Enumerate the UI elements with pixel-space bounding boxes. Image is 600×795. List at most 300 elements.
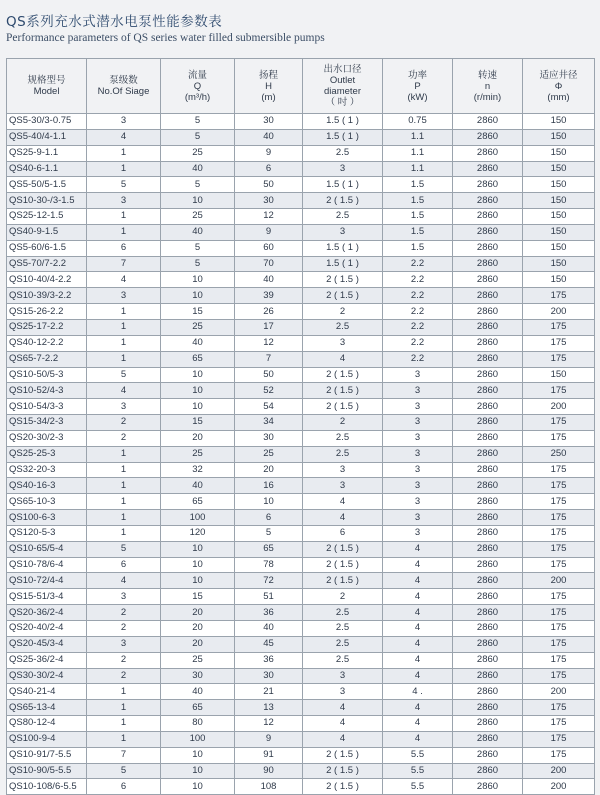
cell-well-diameter: 175 xyxy=(523,716,595,732)
cell-well-diameter: 150 xyxy=(523,177,595,193)
cell-power: 5.5 xyxy=(383,763,453,779)
cell-outlet-diameter: 3 xyxy=(303,161,383,177)
column-header-line: 泵级数 xyxy=(109,75,138,86)
cell-speed: 2860 xyxy=(453,177,523,193)
cell-well-diameter: 150 xyxy=(523,161,595,177)
cell-well-diameter: 175 xyxy=(523,430,595,446)
cell-stages: 4 xyxy=(87,383,161,399)
cell-stages: 1 xyxy=(87,510,161,526)
cell-outlet-diameter: 1.5 ( 1 ) xyxy=(303,114,383,130)
cell-well-diameter: 175 xyxy=(523,557,595,573)
cell-stages: 3 xyxy=(87,288,161,304)
cell-well-diameter: 175 xyxy=(523,541,595,557)
cell-stages: 6 xyxy=(87,557,161,573)
column-header-line: 扬程 xyxy=(258,69,278,81)
cell-power: 3 xyxy=(383,478,453,494)
cell-stages: 2 xyxy=(87,430,161,446)
cell-head: 20 xyxy=(235,462,303,478)
column-header-line: (m³/h) xyxy=(184,91,211,103)
cell-model: QS25-12-1.5 xyxy=(7,209,87,225)
cell-stages: 3 xyxy=(87,114,161,130)
cell-speed: 2860 xyxy=(453,430,523,446)
cell-model: QS20-36/2-4 xyxy=(7,605,87,621)
cell-well-diameter: 200 xyxy=(523,763,595,779)
column-header-model xyxy=(7,59,87,114)
table-row xyxy=(7,589,595,605)
cell-model: QS100-6-3 xyxy=(7,510,87,526)
cell-model: QS10-108/6-5.5 xyxy=(7,779,87,795)
cell-speed: 2860 xyxy=(453,161,523,177)
cell-speed: 2860 xyxy=(453,605,523,621)
cell-model: QS15-34/2-3 xyxy=(7,415,87,431)
cell-well-diameter: 250 xyxy=(523,446,595,462)
cell-stages: 6 xyxy=(87,779,161,795)
cell-stages: 5 xyxy=(87,541,161,557)
cell-well-diameter: 175 xyxy=(523,494,595,510)
cell-power: 4 xyxy=(383,605,453,621)
cell-power: 4 xyxy=(383,700,453,716)
cell-speed: 2860 xyxy=(453,747,523,763)
column-header-head xyxy=(235,59,303,114)
cell-outlet-diameter: 2 ( 1.5 ) xyxy=(303,367,383,383)
cell-model: QS10-40/4-2.2 xyxy=(7,272,87,288)
cell-head: 36 xyxy=(235,652,303,668)
table-row xyxy=(7,145,595,161)
cell-outlet-diameter: 4 xyxy=(303,731,383,747)
cell-head: 45 xyxy=(235,636,303,652)
cell-power: 4 xyxy=(383,621,453,637)
cell-outlet-diameter: 4 xyxy=(303,700,383,716)
cell-speed: 2860 xyxy=(453,716,523,732)
cell-speed: 2860 xyxy=(453,383,523,399)
cell-flow: 10 xyxy=(161,367,235,383)
column-header-line: Outlet xyxy=(329,75,356,86)
table-row xyxy=(7,193,595,209)
table-row xyxy=(7,700,595,716)
cell-flow: 5 xyxy=(161,129,235,145)
cell-power: 2.2 xyxy=(383,272,453,288)
cell-well-diameter: 150 xyxy=(523,240,595,256)
cell-well-diameter: 175 xyxy=(523,605,595,621)
cell-flow: 5 xyxy=(161,256,235,272)
cell-stages: 3 xyxy=(87,193,161,209)
cell-flow: 10 xyxy=(161,763,235,779)
cell-model: QS40-16-3 xyxy=(7,478,87,494)
cell-power: 1.5 xyxy=(383,209,453,225)
cell-flow: 32 xyxy=(161,462,235,478)
cell-flow: 40 xyxy=(161,478,235,494)
cell-speed: 2860 xyxy=(453,589,523,605)
table-row xyxy=(7,399,595,415)
cell-well-diameter: 150 xyxy=(523,145,595,161)
cell-outlet-diameter: 2 ( 1.5 ) xyxy=(303,573,383,589)
table-row xyxy=(7,478,595,494)
cell-power: 3 xyxy=(383,399,453,415)
cell-outlet-diameter: 2 ( 1.5 ) xyxy=(303,383,383,399)
cell-speed: 2860 xyxy=(453,351,523,367)
cell-speed: 2860 xyxy=(453,193,523,209)
cell-power: 2.2 xyxy=(383,256,453,272)
cell-model: QS120-5-3 xyxy=(7,525,87,541)
cell-head: 78 xyxy=(235,557,303,573)
cell-model: QS5-70/7-2.2 xyxy=(7,256,87,272)
cell-power: 1.1 xyxy=(383,145,453,161)
cell-stages: 1 xyxy=(87,731,161,747)
cell-well-diameter: 150 xyxy=(523,272,595,288)
cell-stages: 2 xyxy=(87,621,161,637)
cell-well-diameter: 150 xyxy=(523,367,595,383)
cell-outlet-diameter: 2 xyxy=(303,415,383,431)
column-header-line: (m) xyxy=(261,91,276,103)
cell-well-diameter: 175 xyxy=(523,288,595,304)
cell-outlet-diameter: 2 ( 1.5 ) xyxy=(303,747,383,763)
cell-speed: 2860 xyxy=(453,636,523,652)
cell-flow: 10 xyxy=(161,747,235,763)
table-row xyxy=(7,335,595,351)
column-header-speed xyxy=(453,59,523,114)
cell-flow: 5 xyxy=(161,177,235,193)
cell-stages: 2 xyxy=(87,668,161,684)
column-header-stages xyxy=(87,59,161,114)
column-header-line: 规格型号 xyxy=(27,75,66,86)
table-body xyxy=(7,114,595,795)
cell-stages: 5 xyxy=(87,367,161,383)
cell-model: QS25-25-3 xyxy=(7,446,87,462)
cell-flow: 120 xyxy=(161,525,235,541)
cell-well-diameter: 175 xyxy=(523,700,595,716)
cell-model: QS10-78/6-4 xyxy=(7,557,87,573)
cell-stages: 1 xyxy=(87,446,161,462)
cell-outlet-diameter: 3 xyxy=(303,684,383,700)
cell-speed: 2860 xyxy=(453,446,523,462)
cell-model: QS40-21-4 xyxy=(7,684,87,700)
column-header-line: 转速 xyxy=(477,69,497,81)
cell-head: 5 xyxy=(235,525,303,541)
cell-speed: 2860 xyxy=(453,763,523,779)
cell-power: 3 xyxy=(383,494,453,510)
column-header-line: (kW) xyxy=(407,91,428,103)
cell-stages: 2 xyxy=(87,652,161,668)
cell-outlet-diameter: 6 xyxy=(303,525,383,541)
cell-head: 30 xyxy=(235,430,303,446)
cell-well-diameter: 175 xyxy=(523,415,595,431)
cell-speed: 2860 xyxy=(453,415,523,431)
table-row xyxy=(7,114,595,130)
cell-head: 12 xyxy=(235,716,303,732)
cell-power: 2.2 xyxy=(383,335,453,351)
cell-well-diameter: 175 xyxy=(523,319,595,335)
cell-flow: 10 xyxy=(161,272,235,288)
cell-model: QS65-7-2.2 xyxy=(7,351,87,367)
table-row xyxy=(7,636,595,652)
table-row xyxy=(7,621,595,637)
cell-stages: 1 xyxy=(87,462,161,478)
cell-head: 17 xyxy=(235,319,303,335)
cell-speed: 2860 xyxy=(453,209,523,225)
cell-head: 50 xyxy=(235,367,303,383)
cell-head: 9 xyxy=(235,224,303,240)
table-row xyxy=(7,652,595,668)
cell-model: QS25-9-1.1 xyxy=(7,145,87,161)
cell-head: 7 xyxy=(235,351,303,367)
cell-outlet-diameter: 3 xyxy=(303,462,383,478)
cell-well-diameter: 175 xyxy=(523,589,595,605)
cell-stages: 1 xyxy=(87,700,161,716)
table-row xyxy=(7,462,595,478)
cell-speed: 2860 xyxy=(453,573,523,589)
cell-head: 30 xyxy=(235,114,303,130)
cell-stages: 1 xyxy=(87,161,161,177)
cell-flow: 10 xyxy=(161,573,235,589)
cell-stages: 1 xyxy=(87,335,161,351)
cell-power: 4 . xyxy=(383,684,453,700)
table-row xyxy=(7,605,595,621)
column-header-line: H xyxy=(265,80,272,92)
column-header-line: 功率 xyxy=(407,69,427,81)
cell-speed: 2860 xyxy=(453,129,523,145)
cell-speed: 2860 xyxy=(453,367,523,383)
cell-outlet-diameter: 2.5 xyxy=(303,652,383,668)
cell-flow: 20 xyxy=(161,636,235,652)
cell-model: QS20-30/2-3 xyxy=(7,430,87,446)
cell-flow: 15 xyxy=(161,589,235,605)
cell-speed: 2860 xyxy=(453,399,523,415)
cell-model: QS10-39/3-2.2 xyxy=(7,288,87,304)
cell-head: 60 xyxy=(235,240,303,256)
cell-model: QS30-30/2-4 xyxy=(7,668,87,684)
cell-model: QS5-30/3-0.75 xyxy=(7,114,87,130)
table-row xyxy=(7,541,595,557)
cell-outlet-diameter: 1.5 ( 1 ) xyxy=(303,177,383,193)
table-row xyxy=(7,256,595,272)
cell-head: 91 xyxy=(235,747,303,763)
cell-speed: 2860 xyxy=(453,319,523,335)
cell-well-diameter: 175 xyxy=(523,652,595,668)
cell-well-diameter: 200 xyxy=(523,399,595,415)
cell-outlet-diameter: 2 xyxy=(303,589,383,605)
cell-model: QS32-20-3 xyxy=(7,462,87,478)
cell-power: 4 xyxy=(383,557,453,573)
cell-flow: 5 xyxy=(161,114,235,130)
cell-well-diameter: 175 xyxy=(523,636,595,652)
cell-head: 72 xyxy=(235,573,303,589)
cell-outlet-diameter: 4 xyxy=(303,351,383,367)
cell-stages: 7 xyxy=(87,256,161,272)
cell-head: 13 xyxy=(235,700,303,716)
cell-speed: 2860 xyxy=(453,240,523,256)
table-title-chinese: QS系列充水式潜水电泵性能参数表 xyxy=(6,14,223,30)
cell-power: 1.5 xyxy=(383,224,453,240)
cell-power: 4 xyxy=(383,589,453,605)
cell-outlet-diameter: 2.5 xyxy=(303,446,383,462)
cell-outlet-diameter: 3 xyxy=(303,335,383,351)
cell-power: 1.1 xyxy=(383,161,453,177)
column-header-well-diameter xyxy=(523,59,595,114)
cell-well-diameter: 150 xyxy=(523,224,595,240)
cell-outlet-diameter: 2 xyxy=(303,304,383,320)
cell-stages: 1 xyxy=(87,494,161,510)
cell-speed: 2860 xyxy=(453,335,523,351)
cell-outlet-diameter: 2 ( 1.5 ) xyxy=(303,399,383,415)
column-header-line: Model xyxy=(33,86,60,97)
cell-well-diameter: 150 xyxy=(523,129,595,145)
cell-well-diameter: 150 xyxy=(523,114,595,130)
column-header-line: Φ xyxy=(554,80,563,92)
cell-head: 90 xyxy=(235,763,303,779)
table-row xyxy=(7,668,595,684)
table-row xyxy=(7,716,595,732)
cell-model: QS10-91/7-5.5 xyxy=(7,747,87,763)
cell-flow: 10 xyxy=(161,557,235,573)
cell-well-diameter: 175 xyxy=(523,668,595,684)
cell-flow: 5 xyxy=(161,240,235,256)
column-header-flow xyxy=(161,59,235,114)
cell-head: 6 xyxy=(235,161,303,177)
cell-outlet-diameter: 2.5 xyxy=(303,636,383,652)
cell-head: 70 xyxy=(235,256,303,272)
cell-power: 5.5 xyxy=(383,747,453,763)
cell-stages: 1 xyxy=(87,209,161,225)
cell-head: 25 xyxy=(235,446,303,462)
column-header-line: 流量 xyxy=(187,69,207,81)
cell-well-diameter: 175 xyxy=(523,747,595,763)
cell-flow: 80 xyxy=(161,716,235,732)
cell-flow: 25 xyxy=(161,652,235,668)
cell-stages: 4 xyxy=(87,272,161,288)
cell-power: 2.2 xyxy=(383,304,453,320)
cell-model: QS40-12-2.2 xyxy=(7,335,87,351)
cell-outlet-diameter: 3 xyxy=(303,668,383,684)
cell-flow: 25 xyxy=(161,319,235,335)
cell-outlet-diameter: 2.5 xyxy=(303,145,383,161)
cell-stages: 1 xyxy=(87,351,161,367)
cell-power: 3 xyxy=(383,446,453,462)
table-row xyxy=(7,351,595,367)
cell-speed: 2860 xyxy=(453,668,523,684)
cell-flow: 40 xyxy=(161,161,235,177)
cell-outlet-diameter: 3 xyxy=(303,478,383,494)
cell-model: QS10-72/4-4 xyxy=(7,573,87,589)
cell-flow: 10 xyxy=(161,383,235,399)
cell-power: 1.1 xyxy=(383,129,453,145)
cell-head: 30 xyxy=(235,668,303,684)
cell-flow: 65 xyxy=(161,494,235,510)
cell-power: 3 xyxy=(383,462,453,478)
cell-well-diameter: 175 xyxy=(523,462,595,478)
column-header-line: (mm) xyxy=(547,91,570,103)
table-row xyxy=(7,177,595,193)
cell-outlet-diameter: 1.5 ( 1 ) xyxy=(303,129,383,145)
cell-power: 3 xyxy=(383,510,453,526)
cell-power: 3 xyxy=(383,383,453,399)
cell-well-diameter: 175 xyxy=(523,383,595,399)
cell-outlet-diameter: 1.5 ( 1 ) xyxy=(303,240,383,256)
cell-speed: 2860 xyxy=(453,145,523,161)
cell-flow: 100 xyxy=(161,510,235,526)
cell-power: 1.5 xyxy=(383,193,453,209)
cell-well-diameter: 150 xyxy=(523,256,595,272)
cell-flow: 25 xyxy=(161,209,235,225)
cell-speed: 2860 xyxy=(453,114,523,130)
cell-head: 10 xyxy=(235,494,303,510)
table-row xyxy=(7,224,595,240)
table-row xyxy=(7,525,595,541)
table-row xyxy=(7,684,595,700)
cell-speed: 2860 xyxy=(453,525,523,541)
cell-stages: 4 xyxy=(87,129,161,145)
cell-flow: 40 xyxy=(161,224,235,240)
cell-flow: 15 xyxy=(161,415,235,431)
cell-outlet-diameter: 2 ( 1.5 ) xyxy=(303,779,383,795)
cell-power: 3 xyxy=(383,525,453,541)
cell-head: 16 xyxy=(235,478,303,494)
cell-model: QS40-6-1.1 xyxy=(7,161,87,177)
cell-speed: 2860 xyxy=(453,304,523,320)
cell-model: QS80-12-4 xyxy=(7,716,87,732)
cell-power: 4 xyxy=(383,668,453,684)
cell-outlet-diameter: 1.5 ( 1 ) xyxy=(303,256,383,272)
cell-stages: 1 xyxy=(87,684,161,700)
cell-speed: 2860 xyxy=(453,494,523,510)
cell-speed: 2860 xyxy=(453,478,523,494)
cell-head: 34 xyxy=(235,415,303,431)
cell-flow: 10 xyxy=(161,779,235,795)
table-row xyxy=(7,494,595,510)
cell-outlet-diameter: 2.5 xyxy=(303,319,383,335)
cell-head: 6 xyxy=(235,510,303,526)
cell-speed: 2860 xyxy=(453,288,523,304)
cell-well-diameter: 175 xyxy=(523,351,595,367)
cell-head: 40 xyxy=(235,129,303,145)
cell-power: 4 xyxy=(383,731,453,747)
table-row xyxy=(7,161,595,177)
cell-outlet-diameter: 2 ( 1.5 ) xyxy=(303,193,383,209)
cell-outlet-diameter: 2.5 xyxy=(303,605,383,621)
cell-outlet-diameter: 4 xyxy=(303,716,383,732)
cell-flow: 20 xyxy=(161,605,235,621)
cell-head: 36 xyxy=(235,605,303,621)
cell-speed: 2860 xyxy=(453,510,523,526)
table-row xyxy=(7,747,595,763)
cell-model: QS10-90/5-5.5 xyxy=(7,763,87,779)
cell-power: 4 xyxy=(383,541,453,557)
cell-model: QS20-40/2-4 xyxy=(7,621,87,637)
table-row xyxy=(7,510,595,526)
table-row xyxy=(7,367,595,383)
table-row xyxy=(7,763,595,779)
cell-speed: 2860 xyxy=(453,224,523,240)
table-row xyxy=(7,446,595,462)
table-row xyxy=(7,240,595,256)
cell-speed: 2860 xyxy=(453,684,523,700)
table-row xyxy=(7,557,595,573)
cell-model: QS10-50/5-3 xyxy=(7,367,87,383)
cell-stages: 1 xyxy=(87,224,161,240)
table-row xyxy=(7,272,595,288)
cell-head: 40 xyxy=(235,621,303,637)
cell-stages: 1 xyxy=(87,319,161,335)
cell-outlet-diameter: 2 ( 1.5 ) xyxy=(303,288,383,304)
cell-outlet-diameter: 4 xyxy=(303,494,383,510)
cell-power: 3 xyxy=(383,367,453,383)
cell-well-diameter: 175 xyxy=(523,478,595,494)
cell-well-diameter: 200 xyxy=(523,779,595,795)
cell-model: QS15-51/3-4 xyxy=(7,589,87,605)
cell-head: 9 xyxy=(235,145,303,161)
cell-well-diameter: 150 xyxy=(523,193,595,209)
cell-head: 9 xyxy=(235,731,303,747)
cell-head: 12 xyxy=(235,335,303,351)
